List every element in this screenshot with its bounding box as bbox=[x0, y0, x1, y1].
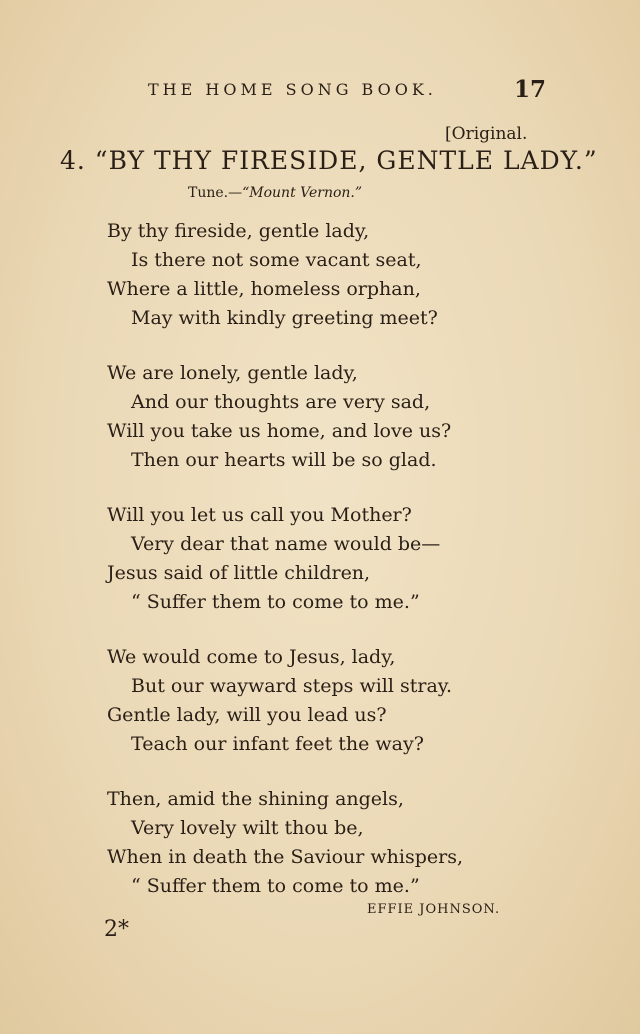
verse-line: Jesus said of little children, bbox=[107, 562, 371, 584]
verse-line: Where a little, homeless orphan, bbox=[107, 278, 421, 300]
verse-line: Very dear that name would be— bbox=[131, 533, 441, 555]
verse-line: Then, amid the shining angels, bbox=[107, 788, 404, 810]
author-name: EFFIE JOHNSON. bbox=[367, 902, 501, 917]
tune-label: Tune.— bbox=[188, 185, 243, 201]
signature-mark: 2* bbox=[104, 917, 129, 942]
verse-line: “ Suffer them to come to me.” bbox=[131, 591, 420, 613]
verse-line: We would come to Jesus, lady, bbox=[107, 646, 396, 668]
verse-line: May with kindly greeting meet? bbox=[131, 307, 438, 329]
page-number: 17 bbox=[514, 76, 547, 103]
tune-name: “Mount Vernon.” bbox=[242, 185, 363, 201]
stanza bbox=[107, 359, 547, 475]
stanza bbox=[107, 643, 547, 759]
verse-line: And our thoughts are very sad, bbox=[131, 391, 431, 413]
hymn-verses bbox=[107, 217, 547, 927]
verse-line: Teach our infant feet the way? bbox=[131, 733, 424, 755]
verse-line: Will you take us home, and love us? bbox=[107, 420, 452, 442]
verse-line: We are lonely, gentle lady, bbox=[107, 362, 358, 384]
verse-line: Then our hearts will be so glad. bbox=[131, 449, 437, 471]
hymn-title: 4. “BY THY FIRESIDE, GENTLE LADY.” bbox=[60, 146, 598, 175]
verse-line: Very lovely wilt thou be, bbox=[131, 817, 364, 839]
running-title: THE HOME SONG BOOK. bbox=[148, 80, 437, 99]
verse-line: But our wayward steps will stray. bbox=[131, 675, 453, 697]
tune-line bbox=[188, 185, 362, 201]
hymn-source: [Original. bbox=[445, 124, 528, 144]
stanza bbox=[107, 785, 547, 901]
stanza bbox=[107, 501, 547, 617]
verse-line: Is there not some vacant seat, bbox=[131, 249, 422, 271]
verse-line: Gentle lady, will you lead us? bbox=[107, 704, 387, 726]
verse-line: By thy fireside, gentle lady, bbox=[107, 220, 370, 242]
verse-line: “ Suffer them to come to me.” bbox=[131, 875, 420, 897]
verse-line: When in death the Saviour whispers, bbox=[107, 846, 463, 868]
stanza bbox=[107, 217, 547, 333]
verse-line: Will you let us call you Mother? bbox=[107, 504, 412, 526]
